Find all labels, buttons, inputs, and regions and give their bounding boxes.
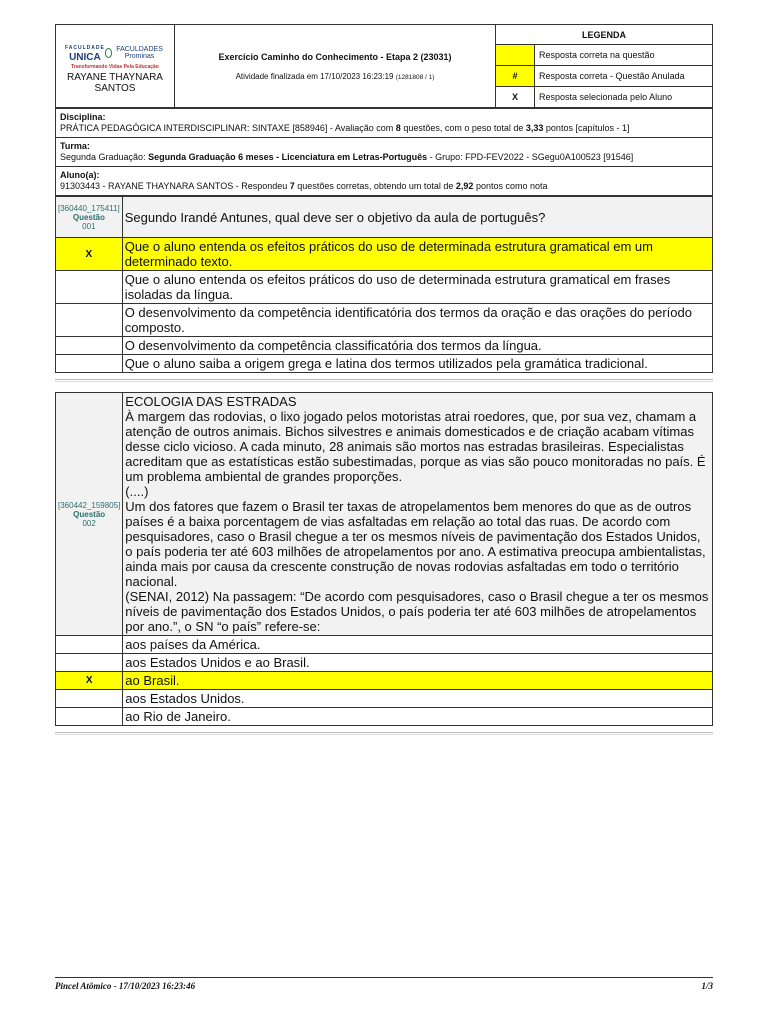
option-text: aos Estados Unidos e ao Brasil. (123, 654, 713, 672)
statement-title: ECOLOGIA DAS ESTRADAS (125, 394, 297, 409)
statement-paragraph: (SENAI, 2012) Na passagem: “De acordo com pesquisadores, caso o Brasil chegue a ter os mesmos níveis de pavimentação dos Estados Unidos, o país poderia ter até 603 milhões de atropelamentos por ano.”, o SN “o país” refere-se: (125, 589, 709, 634)
option-mark (56, 654, 123, 672)
logo (65, 43, 165, 63)
exercise-title: Exercício Caminho do Conhecimento - Etapa 2 (23031) (218, 51, 452, 62)
option-text: O desenvolvimento da competência classificatória dos termos da língua. (122, 337, 712, 355)
page-number: 1/3 (701, 981, 713, 991)
option-text: aos países da América. (123, 636, 713, 654)
option-text: ao Brasil. (123, 672, 713, 690)
option-mark (56, 271, 123, 304)
logo-cell (56, 25, 175, 108)
option-text: Que o aluno saiba a origem grega e latina dos termos utilizados pela gramática tradicional. (122, 355, 712, 373)
statement-paragraph: Um dos fatores que fazem o Brasil ter taxas de atropelamentos bem menores do que as de outros países é a baixa porcentagem de vias asfaltadas em relação ao total das ruas. De acordo com pesquisadores, caso o Brasil chegue a ter os mesmos níveis de pavimentação dos Estados Unidos, o país poderia ter até 603 milhões de atropelamentos por ano. A estimativa preocupa ambientalistas, ainda mais por causa da crescente construção de novas rodovias asfaltadas em todo o território nacional. (125, 499, 706, 589)
option-text: ao Rio de Janeiro. (123, 708, 713, 726)
prominas-logo-icon (105, 48, 112, 58)
option-mark (56, 636, 123, 654)
legend-symbol-correct (496, 45, 535, 66)
exercise-cell (175, 25, 496, 108)
divider (55, 379, 713, 382)
option-mark: X (56, 238, 123, 271)
option-text: Que o aluno entenda os efeitos práticos do uso de determinada estrutura gramatical em um determinado texto. (122, 238, 712, 271)
legend-desc-selected: Resposta selecionada pelo Aluno (535, 87, 713, 108)
question-002 (55, 392, 713, 726)
statement-paragraph: À margem das rodovias, o lixo jogado pelos motoristas atrai roedores, que, por sua vez, chamam a atenção de outros animais. Bichos silvestres e animais domesticados e de criação acabam vítimas desse ciclo vicioso. A cada minuto, 28 animais são mortos nas estradas brasileiras. Especialistas acreditam que as estatísticas estão subestimadas, porque as vias são pouco monitoradas no país. É um problema ambiental de grandes proporções. (125, 409, 706, 484)
divider (55, 732, 713, 735)
finished-info: Atividade finalizada em 17/10/2023 16:23:19 (1281808 / 1) (235, 71, 435, 81)
logo-tagline: Transformando Vidas Pela Educação (71, 64, 159, 70)
legend-symbol-annulled: # (496, 66, 535, 87)
page (55, 24, 713, 745)
statement-paragraph: (....) (125, 484, 149, 499)
option-mark (56, 337, 123, 355)
legend-title: LEGENDA (496, 25, 713, 45)
legend-symbol-selected: X (496, 87, 535, 108)
legend-desc-annulled: Resposta correta - Questão Anulada (535, 66, 713, 87)
option-mark (56, 304, 123, 337)
student-name: RAYANE THAYNARA SANTOS (67, 72, 163, 94)
header-table (55, 24, 713, 108)
legend-desc-correct: Resposta correta na questão (535, 45, 713, 66)
option-text: O desenvolvimento da competência identificatória dos termos da oração e das orações do período composto. (122, 304, 712, 337)
question-statement: Segundo Irandé Antunes, qual deve ser o objetivo da aula de português? (122, 197, 712, 238)
question-id: [360442_159805] Questão 002 (56, 393, 123, 636)
option-mark (56, 355, 123, 373)
page-footer (55, 977, 713, 991)
question-001 (55, 196, 713, 373)
disciplina-row: Disciplina: PRÁTICA PEDAGÓGICA INTERDISCIPLINAR: SINTAXE [858946] - Avaliação com 8 questões, com o peso total de 3,33 pontos [capítulos - 1] (56, 109, 713, 138)
option-text: Que o aluno entenda os efeitos práticos do uso de determinada estrutura gramatical em frases isoladas da língua. (122, 271, 712, 304)
footer-timestamp: Pincel Atômico - 17/10/2023 16:23:46 (55, 981, 196, 991)
unica-logo: FACULDADE UNICA (65, 45, 105, 63)
aluno-row: Aluno(a): 91303443 - RAYANE THAYNARA SANTOS - Respondeu 7 questões corretas, obtendo um total de 2,92 pontos como nota (56, 167, 713, 196)
option-text: aos Estados Unidos. (123, 690, 713, 708)
turma-row: Turma: Segunda Graduação: Segunda Graduação 6 meses - Licenciatura em Letras-Português - Grupo: FPD-FEV2022 - SGegu0A100523 [91546] (56, 138, 713, 167)
question-id: [360440_175411] Questão 001 (56, 197, 123, 238)
question-statement (123, 393, 713, 636)
prominas-logo: FACULDADES Prominas (105, 46, 165, 60)
option-mark: X (56, 672, 123, 690)
option-mark (56, 690, 123, 708)
option-mark (56, 708, 123, 726)
info-table (55, 108, 713, 196)
